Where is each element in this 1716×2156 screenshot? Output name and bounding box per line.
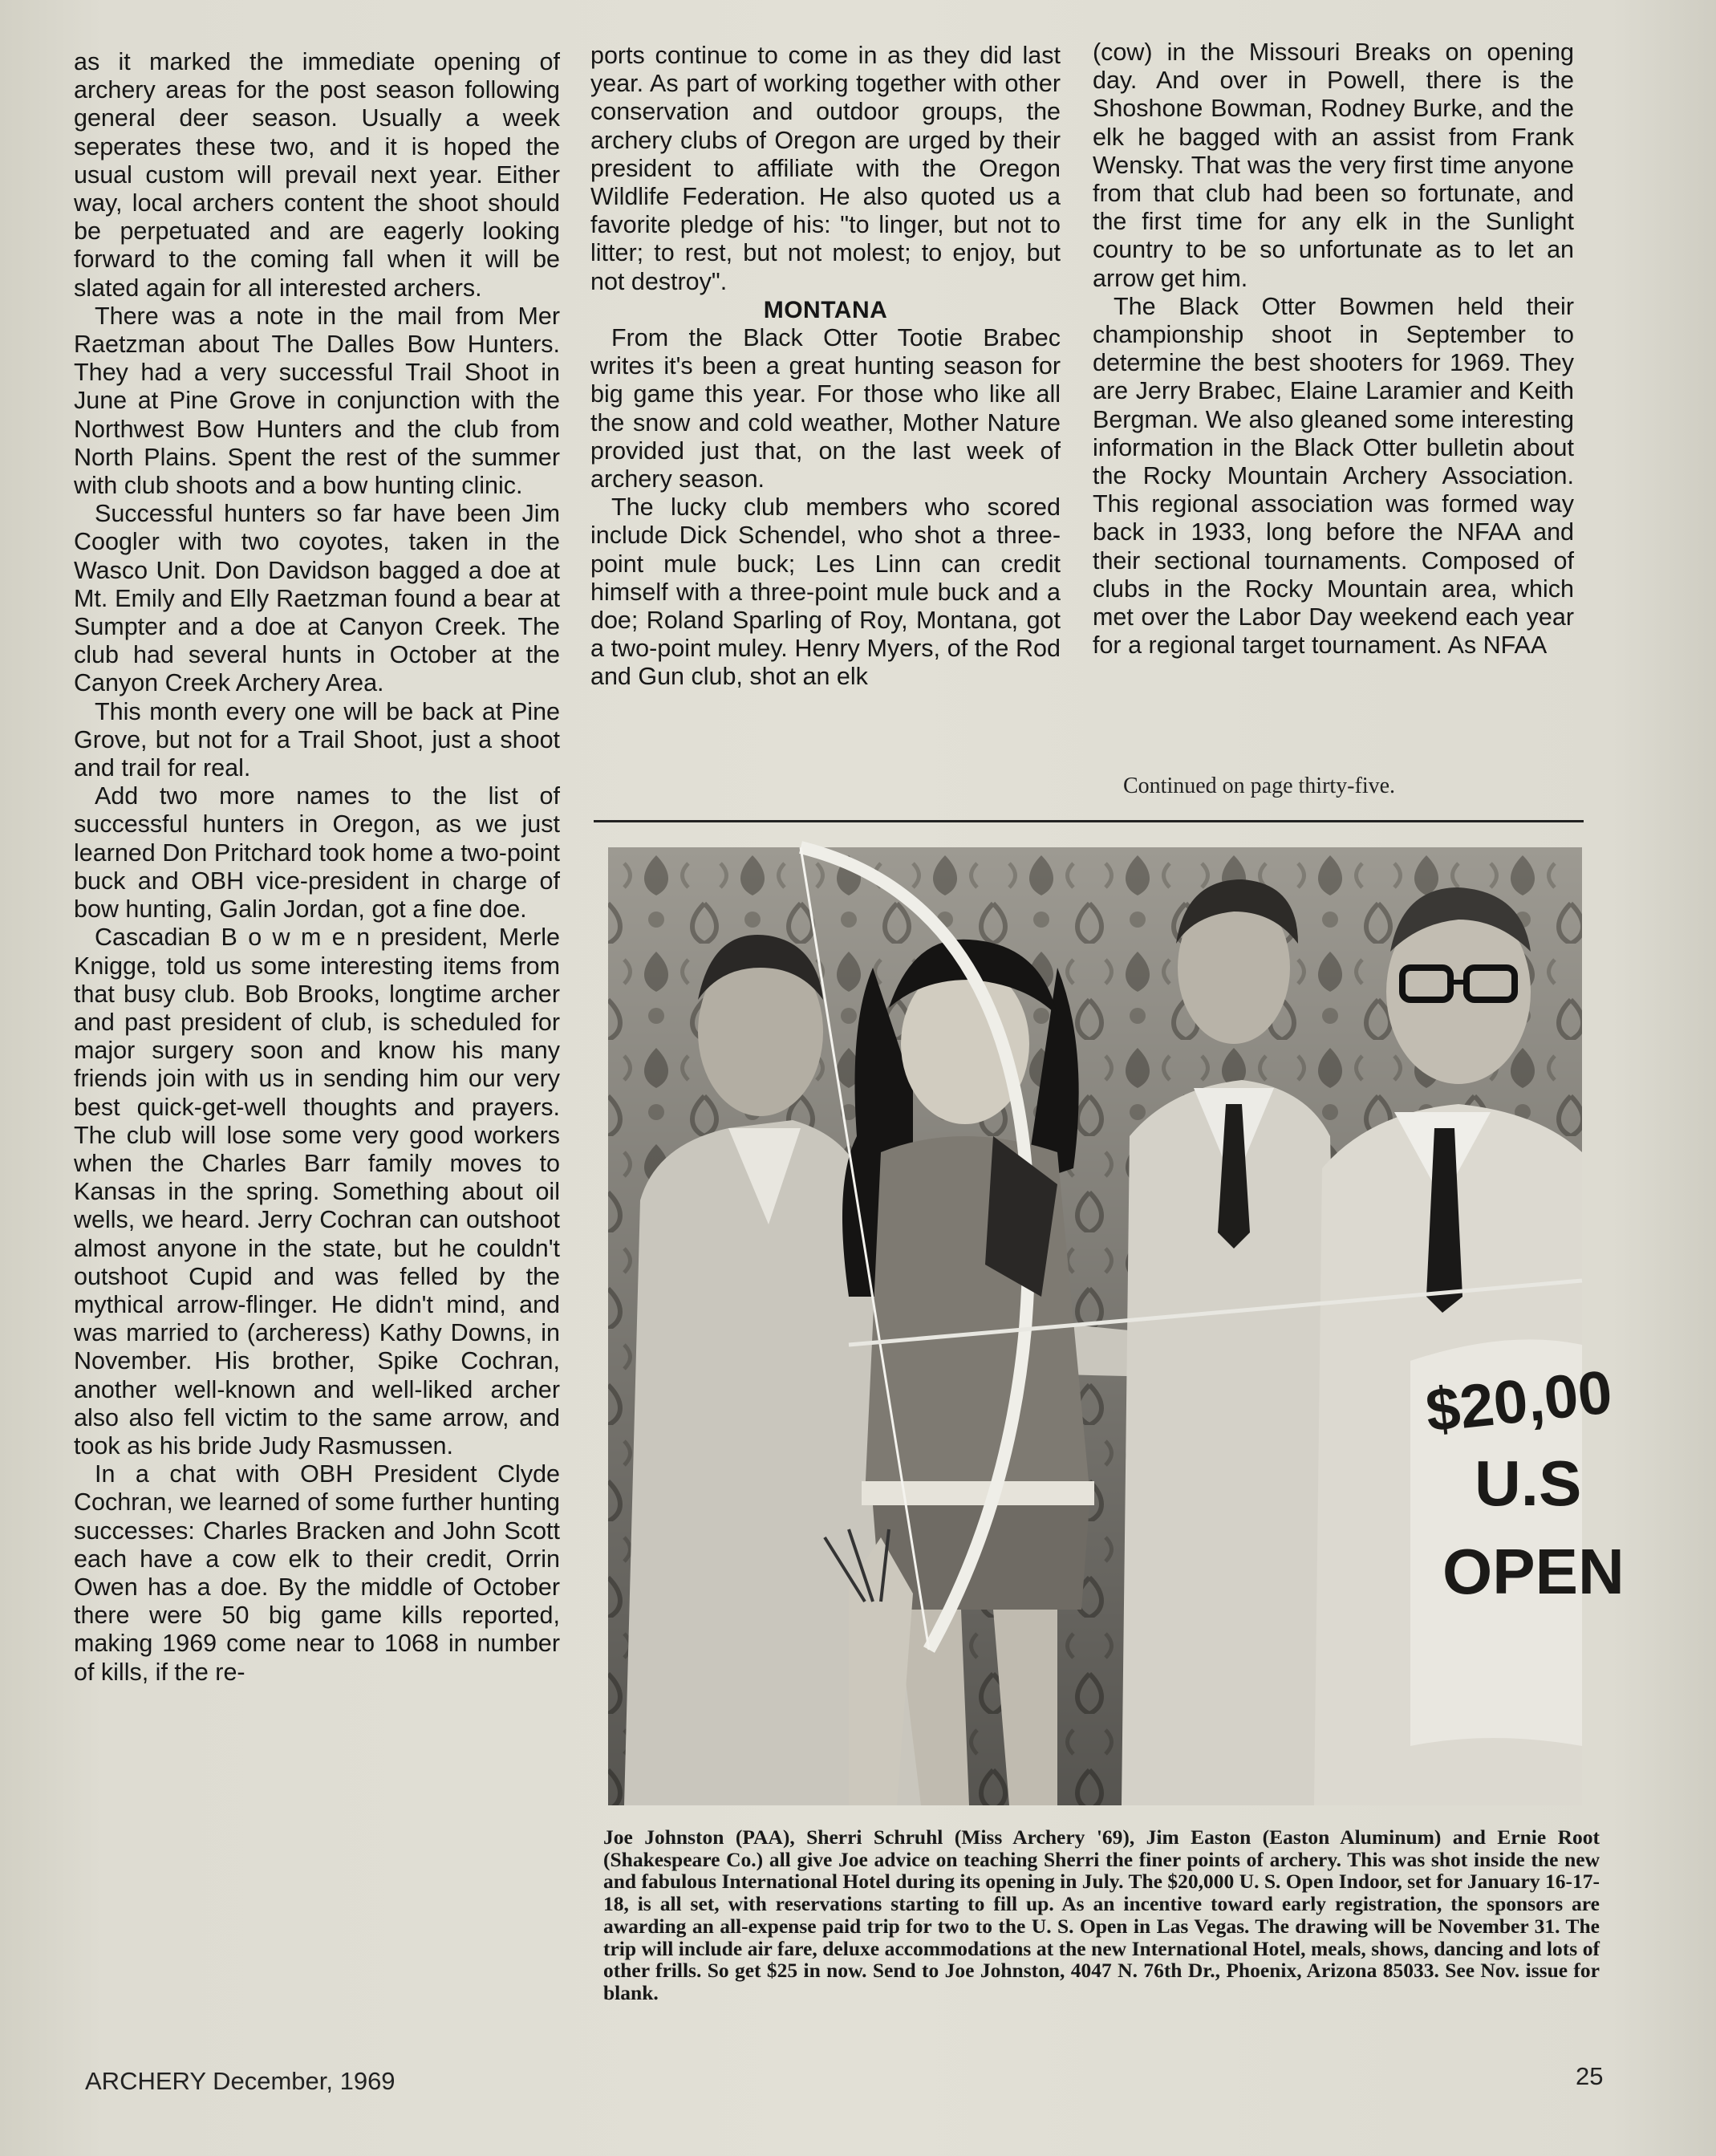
paragraph: The lucky club members who scored include Dick Schendel, who shot a three-point mule buck; Les Linn can credit himself with a three-point mule buck and a doe; Roland Sparling of Roy, Montana, got a two-point muley. Henry Myers, of the Rod and Gun club, shot an elk (590, 493, 1061, 691)
column-left (74, 48, 560, 1687)
continued-note: Continued on page thirty-five. (1123, 773, 1396, 798)
divider-rule (594, 820, 1584, 822)
paragraph: Add two more names to the list of successful hunters in Oregon, as we just learned Don Pritchard took home a two-point buck and OBH vice-president in charge of bow hunting, Galin Jordan, got a fine doe. (74, 782, 560, 924)
column-right (1093, 39, 1574, 660)
paragraph: Cascadian B o w m e n president, Merle Knigge, told us some interesting items from that busy club. Bob Brooks, longtime archer and past president of club, is scheduled for major surgery soon and know his many friends join with us in sending him our very best quick-get-well thoughts and prayers. The club will lose some very good workers when the Charles Barr family moves to Kansas in the spring. Something about oil wells, we heard. Jerry Cochran can outshoot almost anyone in the state, but he couldn't outshoot Cupid and was felled by the mythical arrow-flinger. He didn't mind, and was married to (archeress) Kathy Downs, in November. His brother, Spike Cochran, another well-known and well-liked archer also also fell victim to the same arrow, and took as his bride Judy Rasmussen. (74, 924, 560, 1460)
paragraph: The Black Otter Bowmen held their championship shoot in September to determine the best shooters for 1969. They are Jerry Brabec, Elaine Laramier and Keith Bergman. We also gleaned some interesting information in the Black Otter bulletin about the Rocky Mountain Archery Association. This regional association was formed way back in 1933, long before the NFAA and their sectional tournaments. Composed of clubs in the Rocky Mountain area, which met over the Labor Day weekend each year for a regional target tournament. As NFAA (1093, 292, 1574, 660)
paragraph: (cow) in the Missouri Breaks on opening day. And over in Powell, there is the Shoshone Bowman, Rodney Burke, and the elk he bagged with an assist from Frank Wensky. That was the very first time anyone from that club had been so fortunate, and the first time for any elk in the Sunlight country to be so unfortunate as to let an arrow get him. (1093, 39, 1574, 292)
page-number: 25 (1576, 2062, 1604, 2090)
paragraph: This month every one will be back at Pine Grove, but not for a Trail Shoot, just a shoot and trail for real. (74, 697, 560, 782)
paragraph: Successful hunters so far have been Jim Coogler with two coyotes, taken in the Wasco Unit. Don Davidson bagged a doe at Mt. Emily and Elly Raetzman found a bear at Sumpter and a doe at Canyon Creek. The club had several hunts in October at the Canyon Creek Archery Area. (74, 500, 560, 697)
banner-open: OPEN (1442, 1536, 1625, 1607)
banner-amount: $20,00 (1422, 1358, 1616, 1446)
photo-caption: Joe Johnston (PAA), Sherri Schruhl (Miss Archery '69), Jim Easton (Easton Aluminum) and Ernie Root (Shakespeare Co.) all give Joe advice on teaching Sherri the finer points of archery. This was shot inside the new and fabulous International Hotel during its opening in July. The $20,000 U. S. Open Indoor, set for January 16-17-18, is all set, with reservations starting to fill up. As an incentive toward early registration, the sponsors are awarding an all-expense paid trip for two to the U. S. Open in Las Vegas. The drawing will be November 31. The trip will include air fare, deluxe accommodations at the new International Hotel, meals, shows, dancing and lots of other frills. So get $25 in now. Send to Joe Johnston, 4047 N. 76th Dr., Phoenix, Arizona 85033. See Nov. issue for blank. (603, 1825, 1600, 2004)
paragraph: In a chat with OBH President Clyde Cochran, we learned of some further hunting successes: Charles Bracken and John Scott each have a cow elk to their credit, Orrin Owen has a doe. By the middle of October there were 50 big game kills reported, making 1969 come near to 1068 in number of kills, if the re- (74, 1460, 560, 1686)
news-photo (608, 847, 1625, 1805)
paragraph: There was a note in the mail from Mer Raetzman about The Dalles Bow Hunters. They had a very successful Trail Shoot in June at Pine Grove in conjunction with the Northwest Bow Hunters and the club from North Plains. Spent the rest of the summer with club shoots and a bow hunting clinic. (74, 302, 560, 500)
banner-us: U.S (1475, 1447, 1582, 1519)
paragraph: as it marked the immediate opening of archery areas for the post season following general deer season. Usually a week seperates these two, and it is hoped the usual custom will prevail next year. Either way, local archers content the shoot should be perpetuated and are eagerly looking forward to the coming fall when it will be slated again for all interested archers. (74, 48, 560, 302)
us-open-banner (1410, 1339, 1625, 1746)
footer-magazine-date: ARCHERY December, 1969 (85, 2067, 396, 2095)
photo-illustration (608, 847, 1625, 1805)
column-middle (590, 42, 1061, 692)
paragraph: ports continue to come in as they did last year. As part of working together with other conservation and outdoor groups, the archery clubs of Oregon are urged by their president to affiliate with the Oregon Wildlife Federation. He also quoted us a favorite pledge of his: "to linger, but not to litter; to rest, but not molest; to enjoy, but not destroy". (590, 42, 1061, 295)
section-heading-montana: MONTANA (763, 296, 888, 323)
paragraph: From the Black Otter Tootie Brabec writes it's been a great hunting season for big game this year. For those who like all the snow and cold weather, Mother Nature provided just that, on the last week of archery season. (590, 324, 1061, 493)
